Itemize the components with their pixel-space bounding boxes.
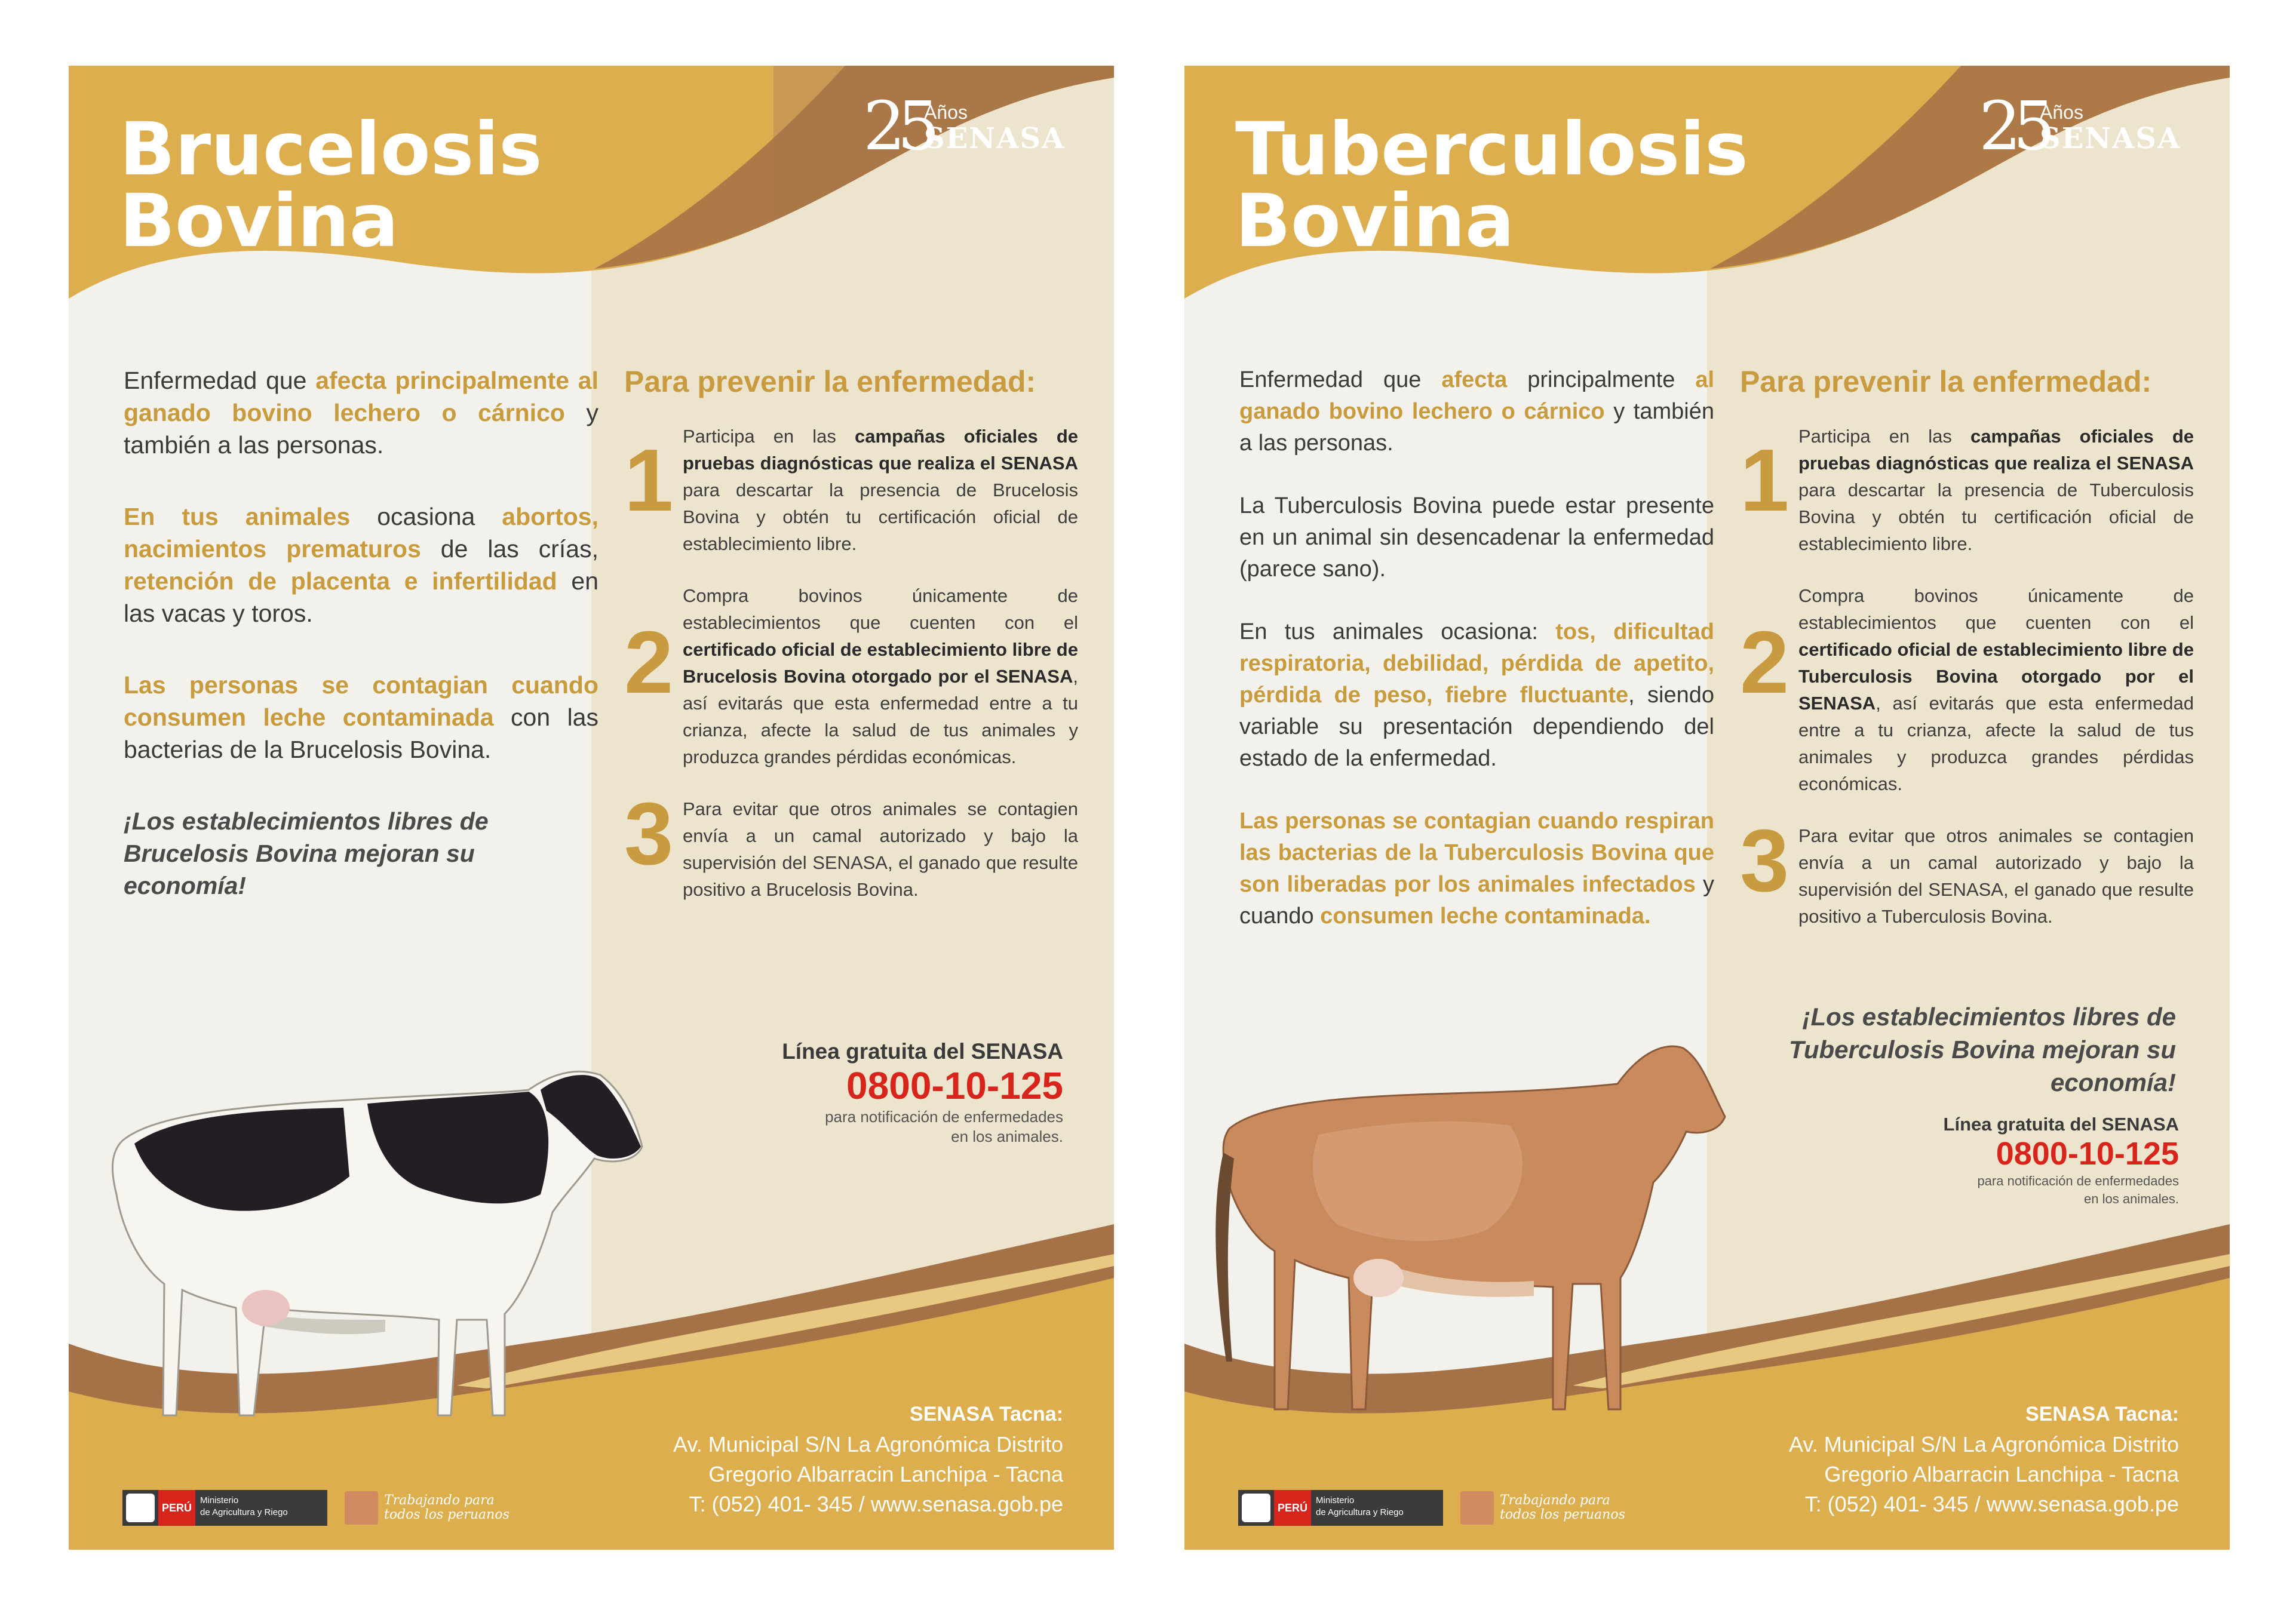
highlight-run: tos, dificultad respiratoria, debilidad, pérdida de apetito, pérdida de peso, fiebre fluctuante (1239, 619, 1715, 708)
highlight-run: Las personas se contagian cuando consumen leche contaminada (124, 671, 598, 731)
hotline-number: 0800-10-125 (846, 1064, 1063, 1107)
trabajando-logo (345, 1490, 524, 1526)
prevention-heading: Para prevenir la enfermedad: (1740, 365, 2152, 398)
bold-run: certificado oficial de establecimiento libre de Brucelosis Bovina otorgado por el SENASA (683, 639, 1078, 687)
step-number: 2 (1740, 613, 1789, 712)
bold-run: campañas oficiales de pruebas diagnósticas que realiza el SENASA (683, 426, 1079, 474)
peru-label: PERÚ (1274, 1490, 1311, 1526)
prevention-step-2 (624, 582, 1078, 770)
highlight-run: abortos, nacimientos prematuros (124, 503, 599, 563)
ministry-line-2: de Agricultura y Riego (200, 1507, 288, 1517)
contagion-paragraph (124, 669, 598, 766)
highlight-run: afecta principalmente al ganado bovino lechero o cárnico (124, 367, 598, 426)
intro-paragraph (124, 364, 598, 461)
text-run: La Tuberculosis Bovina puede estar presente en un animal sin desencadenar la enfermedad (parece sano). (1239, 493, 1714, 582)
contagion-paragraph (1239, 806, 1714, 932)
text-run: y cuando (1239, 872, 1715, 929)
highlight-run: afecta (1441, 367, 1508, 392)
text-run: Para evitar que otros animales se contagien envía a un camal autorizado y bajo la supervisión del SENASA, el ganado que resulte positivo a Tuberculosis Bovina. (1798, 825, 2194, 927)
ministry-line-1: Ministerio (1316, 1495, 1355, 1505)
symptoms-paragraph (124, 500, 598, 629)
highlight-run: retención de placenta e infertilidad (124, 567, 557, 595)
hotline-note: para notificación de enfermedades en los animales. (825, 1108, 1063, 1145)
peru-label: PERÚ (158, 1490, 195, 1526)
prevention-step-3 (1740, 812, 2194, 930)
highlight-run: Las personas se contagian cuando respiran las bacterias de la Tuberculosis Bovina que son liberadas por los animales infectados (1239, 809, 1714, 897)
child-photo-icon (345, 1491, 378, 1525)
text-run: Compra bovinos únicamente de establecimientos que cuenten con el (683, 585, 1078, 633)
text-run: , así evitarás que esta enfermedad entre a tu crianza, afecte la salud de tus animales y produzca grandes pérdidas económicas. (1798, 693, 2194, 794)
prevention-step-1 (624, 423, 1078, 557)
footer-address-line-2: Gregorio Albarracin Lanchipa - Tacna (708, 1462, 1063, 1486)
footer-address-block (1789, 1399, 2179, 1519)
highlight-run: En tus animales (124, 503, 351, 530)
logo-senasa-name: SENASA (924, 122, 1066, 155)
step-number: 3 (1740, 812, 1789, 910)
prevention-column (624, 364, 1078, 928)
prevention-column (1740, 364, 2194, 955)
footer-address-block (673, 1399, 1063, 1519)
prevention-step-2 (1740, 582, 2194, 797)
step-text (683, 795, 1078, 903)
bold-run: certificado oficial de establecimiento libre de Tuberculosis Bovina otorgado por el SENASA (1798, 639, 2194, 714)
senasa-25-logo (863, 88, 1078, 165)
jersey-cow-illustration (1199, 1027, 1737, 1457)
poster-tuberculosis (1184, 66, 2230, 1550)
hotline-label: Línea gratuita del SENASA (782, 1039, 1063, 1064)
hotline-block (1944, 1114, 2179, 1208)
trabajando-slogan: Trabajando para todos los peruanos (1500, 1493, 1625, 1522)
logo-25-number: 25 (863, 88, 932, 165)
hotline-label: Línea gratuita del SENASA (1943, 1114, 2179, 1135)
text-run: Participa en las (683, 426, 855, 447)
holstein-cow-illustration (87, 1057, 660, 1451)
logo-25-number: 25 (1979, 88, 2048, 165)
trabajando-slogan: Trabajando para todos los peruanos (384, 1493, 509, 1522)
hotline-number: 0800-10-125 (1996, 1136, 2179, 1172)
poster-title: Brucelosis Bovina (119, 107, 542, 263)
bold-run: campañas oficiales de pruebas diagnósticas que realiza el SENASA (1798, 426, 2194, 474)
ministry-logo (122, 1490, 327, 1526)
child-photo-icon (1460, 1491, 1494, 1525)
ministry-logo (1238, 1490, 1443, 1526)
ministry-text (1316, 1495, 1404, 1519)
footer-contact: T: (052) 401- 345 / www.senasa.gob.pe (689, 1492, 1063, 1516)
footer-address-line-1: Av. Municipal S/N La Agronómica Distrito (673, 1432, 1063, 1457)
footer-address-line-2: Gregorio Albarracin Lanchipa - Tacna (1824, 1462, 2179, 1486)
ministry-line-1: Ministerio (200, 1495, 239, 1505)
logo-senasa-name: SENASA (2040, 122, 2181, 155)
step-text (683, 423, 1078, 557)
step-text (1798, 822, 2194, 930)
poster-title: Tuberculosis Bovina (1235, 107, 1748, 263)
footer-address-line-1: Av. Municipal S/N La Agronómica Distrito (1789, 1432, 2179, 1457)
text-run: y también a las personas. (1239, 399, 1714, 456)
peru-shield-icon (126, 1494, 155, 1522)
ministry-text (200, 1495, 288, 1519)
asymptomatic-paragraph (1239, 490, 1714, 585)
ministry-line-2: de Agricultura y Riego (1316, 1507, 1404, 1517)
text-run: ocasiona (350, 503, 502, 530)
text-run: Para evitar que otros animales se contagien envía a un camal autorizado y bajo la supervisión del SENASA, el ganado que resulte positivo a Brucelosis Bovina. (683, 798, 1078, 900)
step-number: 3 (624, 785, 674, 883)
prevention-heading: Para prevenir la enfermedad: (624, 365, 1036, 398)
text-run: , así evitarás que esta enfermedad entre a tu crianza, afecte la salud de tus animales y produzca grandes pérdidas económicas. (683, 666, 1078, 767)
text-run: para descartar la presencia de Tuberculosis Bovina y obtén tu certificación oficial de establecimiento libre. (1798, 480, 2194, 554)
prevention-step-3 (624, 785, 1078, 903)
poster-brucelosis (69, 66, 1114, 1550)
footer-contact: T: (052) 401- 345 / www.senasa.gob.pe (1804, 1492, 2179, 1516)
callout-economy: ¡Los establecimientos libres de Tuberculosis Bovina mejoran su economía! (1788, 1003, 2176, 1096)
logo-anos-label: Años (924, 102, 968, 123)
prevention-step-1 (1740, 423, 2194, 557)
step-number: 1 (1740, 431, 1789, 530)
step-text (683, 582, 1078, 770)
text-run: En tus animales ocasiona: (1239, 619, 1556, 644)
left-text-column (1239, 364, 1714, 972)
highlight-run: al ganado bovino lechero o cárnico (1239, 367, 1715, 424)
hotline-block (782, 1039, 1063, 1147)
text-run: Participa en las (1798, 426, 1970, 447)
text-run: Compra bovinos únicamente de establecimientos que cuenten con el (1798, 585, 2194, 633)
highlight-run: consumen leche contaminada. (1320, 904, 1651, 929)
text-run: principalmente (1507, 367, 1696, 392)
text-run: en las vacas y toros. (124, 567, 598, 627)
text-run: , siendo variable su presentación dependiendo del estado de la enfermedad. (1239, 683, 1714, 771)
text-run: con las bacterias de la Brucelosis Bovina. (124, 703, 598, 763)
callout-economy: ¡Los establecimientos libres de Brucelosis Bovina mejoran su economía! (124, 807, 489, 899)
step-number: 2 (624, 613, 674, 712)
step-text (1798, 582, 2194, 797)
peru-shield-icon (1242, 1494, 1270, 1522)
footer-title: SENASA Tacna: (910, 1403, 1063, 1425)
step-text (1798, 423, 2194, 557)
trabajando-logo (1460, 1490, 1640, 1526)
footer-title: SENASA Tacna: (2025, 1403, 2179, 1425)
left-text-column (124, 364, 598, 941)
step-number: 1 (624, 431, 674, 530)
logo-anos-label: Años (2040, 102, 2083, 123)
hotline-note: para notificación de enfermedades en los animales. (1977, 1173, 2179, 1206)
text-run: Enfermedad que (1239, 367, 1442, 392)
intro-paragraph (1239, 364, 1714, 459)
symptoms-paragraph (1239, 616, 1714, 775)
text-run: Enfermedad que (124, 367, 316, 394)
text-run: de las crías, (420, 535, 598, 563)
senasa-25-logo (1979, 88, 2194, 165)
text-run: y también a las personas. (124, 399, 598, 459)
text-run: para descartar la presencia de Brucelosis Bovina y obtén tu certificación oficial de establecimiento libre. (683, 480, 1078, 554)
